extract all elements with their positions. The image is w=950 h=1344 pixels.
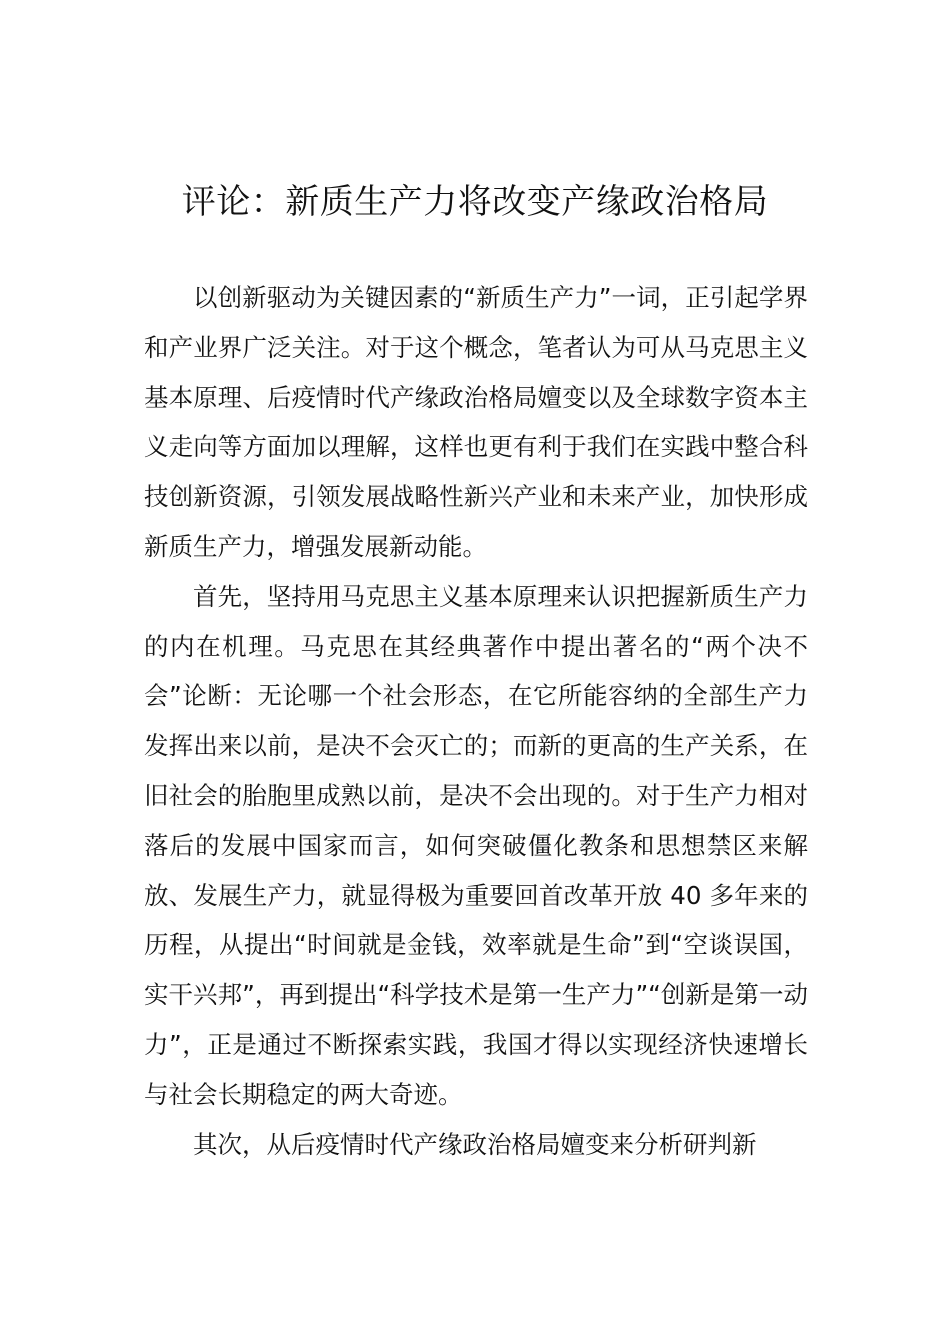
article-body — [144, 273, 808, 1169]
paragraph-intro: 以创新驱动为关键因素的“新质生产力”一词，正引起学界和产业界广泛关注。对于这个概念，笔者认为可从马克思主义基本原理、后疫情时代产缘政治格局嬗变以及全球数字资本主义走向等方面加以理解，这样也更有利于我们在实践中整合科技创新资源，引领发展战略性新兴产业和未来产业，加快形成新质生产力，增强发展新动能。 — [144, 283, 808, 561]
page-title: 评论：新质生产力将改变产缘政治格局 — [181, 182, 769, 222]
paragraph-first-point: 首先，坚持用马克思主义基本原理来认识把握新质生产力的内在机理。马克思在其经典著作中提出著名的“两个决不会”论断：无论哪一个社会形态，在它所能容纳的全部生产力发挥出来以前，是决不会灭亡的；而新的更高的生产关系，在旧社会的胎胞里成熟以前，是决不会出现的。对于生产力相对落后的发展中国家而言，如何突破僵化教条和思想禁区来解放、发展生产力，就显得极为重要回首改革开放 40 多年来的历程，从提出“时间就是金钱，效率就是生命”到“空谈误国，实干兴邦”，再到提出“科学技术是第一生产力”“创新是第一动力”，正是通过不断探索实践，我国才得以实现经济快速增长与社会长期稳定的两大奇迹。 — [144, 581, 808, 1109]
paragraph-second-point: 其次，从后疫情时代产缘政治格局嬗变来分析研判新 — [193, 1129, 757, 1159]
